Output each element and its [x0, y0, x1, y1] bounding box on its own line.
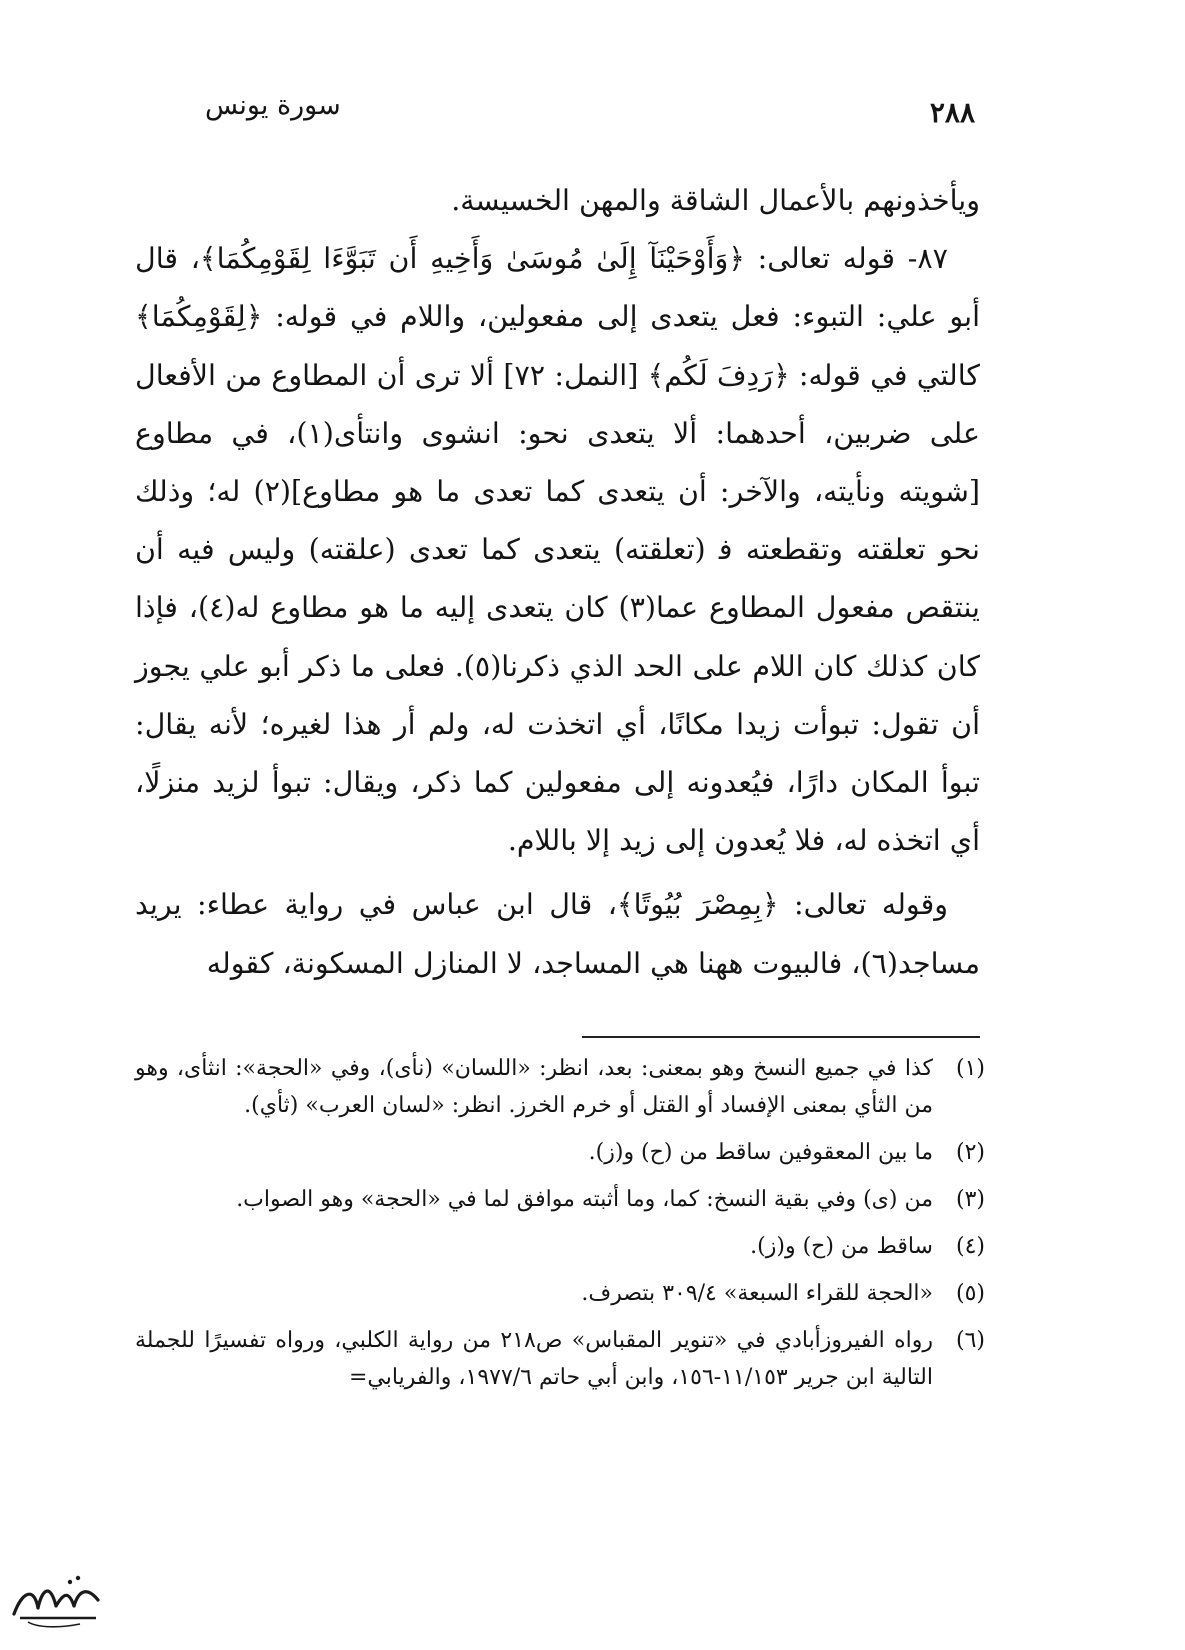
- footnote-5: [135, 1275, 985, 1312]
- footnote-2: [135, 1134, 985, 1171]
- footnote-text: ما بين المعقوفين ساقط من (ح) و(ز).: [588, 1140, 933, 1165]
- footnote-6: [135, 1322, 985, 1396]
- footnote-number: (٣): [955, 1187, 985, 1212]
- footnote-number: (٤): [955, 1234, 985, 1259]
- footnote-number: (٥): [955, 1281, 985, 1306]
- paragraph-1: ويأخذونهم بالأعمال الشاقة والمهن الخسيسة.: [451, 184, 980, 217]
- paragraph-2: ٨٧- قوله تعالى: ﴿وَأَوْحَيْنَآ إِلَىٰ مُوسَىٰ وَأَخِيهِ أَن تَبَوَّءَا لِقَوْمِكُمَا﴾، قال أبو علي: التبوء: فعل يتعدى إلى مفعولين، واللام في قوله: ﴿لِقَوْمِكُمَا﴾ كالتي في قوله: ﴿رَدِفَ لَكُم﴾ [النمل: ٧٢] ألا ترى أن المطاوع من الأفعال على ضربين، أحدهما: ألا يتعدى نحو: انشوى وانتأى(١)، في مطاوع [شويته ونأيته، والآخر: أن يتعدى كما تعدى ما هو مطاوع](٢) له؛ وذلك نحو تعلقته وتقطعته ف‍ (تعلقته) يتعدى كما تعدى (علقته) وليس فيه أن ينتقص مفعول المطاوع عما(٣) كان يتعدى إليه ما هو مطاوع له(٤)، فإذا كان كذلك كان اللام على الحد الذي ذكرنا(٥). فعلى ما ذكر أبو علي يجوز أن تقول: تبوأت زيدا مكانًا، أي اتخذت له، ولم أر هذا لغيره؛ لأنه يقال: تبوأ المكان دارًا، فيُعدونه إلى مفعولين كما ذكر، ويقال: تبوأ لزيد منزلًا، أي اتخذه له، فلا يُعدون إلى زيد إلا باللام.: [135, 242, 981, 858]
- page-number: ٢٨٨: [929, 96, 975, 129]
- footnote-number: (٦): [955, 1328, 985, 1353]
- footnote-1: [135, 1050, 985, 1124]
- footnotes: [135, 1050, 985, 1406]
- surah-title: سورة يونس: [205, 90, 341, 121]
- footnote-number: (١): [955, 1056, 985, 1081]
- footnote-text: ساقط من (ح) و(ز).: [750, 1234, 933, 1259]
- main-text: [135, 172, 980, 993]
- footnote-3: [135, 1181, 985, 1218]
- paragraph-3: وقوله تعالى: ﴿بِمِصْرَ بُيُوتًا﴾، قال ابن عباس في رواية عطاء: يريد مساجد(٦)، فالبيوت ههنا هي المساجد، لا المنازل المسكونة، كقوله: [135, 888, 980, 980]
- footnote-4: [135, 1228, 985, 1265]
- footnote-text: من (ى) وفي بقية النسخ: كما، وما أثبته موافق لما في «الحجة» وهو الصواب.: [236, 1187, 933, 1212]
- footnote-divider: [582, 1036, 980, 1038]
- footnote-text: كذا في جميع النسخ وهو بمعنى: بعد، انظر: «اللسان» (نأى)، وفي «الحجة»: انثأى، وهو من الثأي بمعنى الإفساد أو القتل أو خرم الخرز. انظر: «لسان العرب» (ثأي).: [135, 1056, 933, 1118]
- footnote-number: (٢): [955, 1140, 985, 1165]
- watermark-logo: [8, 1556, 106, 1636]
- page-header: [205, 90, 975, 140]
- footnote-text: رواه الفيروزأبادي في «تنوير المقباس» ص٢١٨ من رواية الكلبي، ورواه تفسيرًا للجملة التالية ابن جرير ١١/١٥٣-١٥٦، وابن أبي حاتم ١٩٧٧/٦، والفريابي=: [135, 1328, 933, 1390]
- footnote-text: «الحجة للقراء السبعة» ٣٠٩/٤ بتصرف.: [581, 1281, 933, 1306]
